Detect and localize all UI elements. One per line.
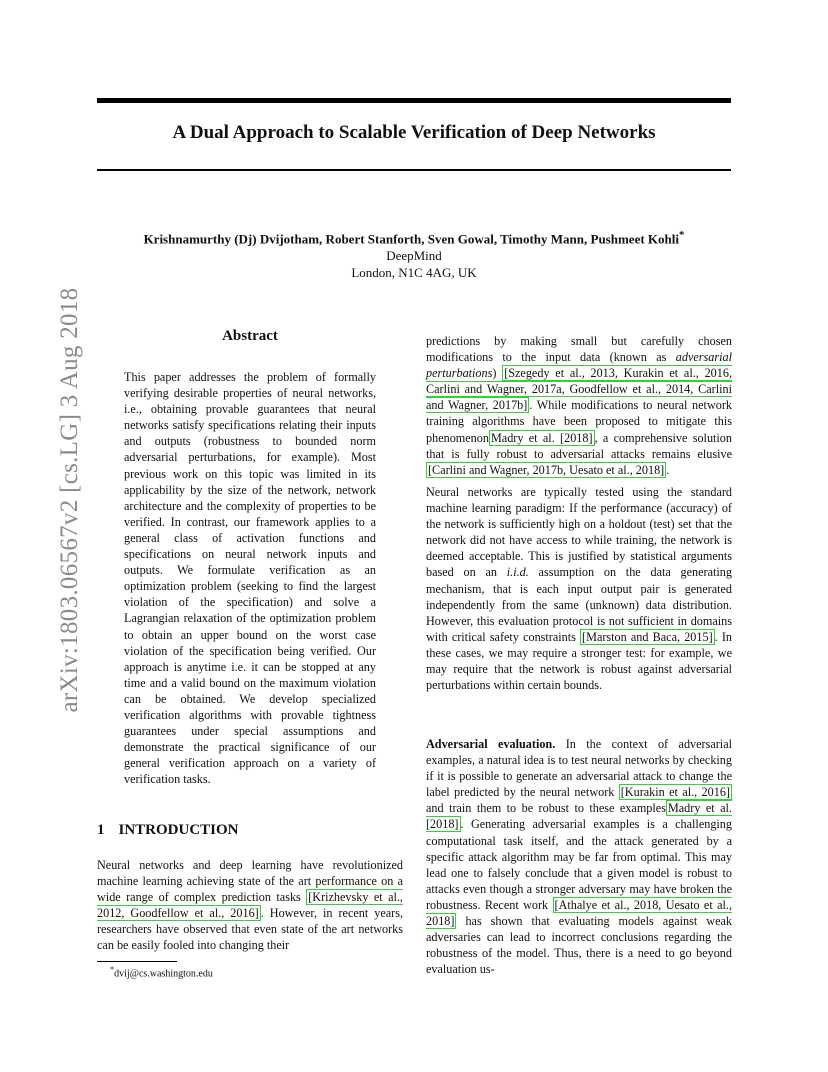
- affiliation: DeepMind: [386, 248, 442, 264]
- section-heading-introduction: [97, 822, 239, 839]
- citation-link[interactable]: Madry et al. [2018]: [426, 801, 732, 832]
- intro-paragraph: Neural networks and deep learning have revolutionized machine learning achieving state of the art performance on a wide range of complex prediction tasks [Krizhevsky et al., 2012, Goodfellow et al., 2016] . However, in recent years, researchers have observed that even state of the art networks can be easily fooled into changing their: [97, 858, 404, 953]
- title-rule-top: [97, 98, 731, 103]
- paragraph-heading: Adversarial evaluation.: [426, 737, 556, 751]
- author-names: Krishnamurthy (Dj) Dvijotham, Robert Stanforth, Sven Gowal, Timothy Mann, Pushmeet Kohli*: [143, 229, 685, 247]
- citation-link[interactable]: [Kurakin et al., 2016]: [620, 785, 730, 800]
- footnote-email: dvij@cs.washington.edu: [114, 968, 213, 980]
- col2-paragraph-3: Adversarial evaluation. In the context of adversarial examples, a natural idea is to test neural networks by checking if it is possible to generate an adversarial attack to change the label predicted by the neural network [Kurakin et al., 2016] and train them to be robust to these examples Madry et al. [2018] . Generating adversarial examples is a challenging computational task itself, and the attack generated by a specific attack algorithm may be far from optimal. This may lead one to falsely conclude that a given model is robust to attacks even though a stronger adversary may have broken the robustness. Recent work [Athalye et al., 2018, Uesato et al., 2018] has shown that evaluating models against weak adversaries can lead to incorrect conclusions regarding the robustness of the model. Thus, there is a need to go beyond evaluation us-: [426, 737, 732, 977]
- citation-link[interactable]: [Szegedy et al., 2013, Kurakin et al., 2016, Carlini and Wagner, 2017a, Goodfellow et al., 2014, Carlini and Wagner, 2017b]: [426, 366, 733, 413]
- citation-link[interactable]: Madry et al. [2018]: [490, 430, 593, 445]
- section-title: INTRODUCTION: [118, 822, 239, 838]
- author-block: [97, 227, 731, 281]
- paper-title: A Dual Approach to Scalable Verification of Deep Networks: [172, 122, 656, 143]
- footnote-rule: [97, 961, 177, 962]
- col2-paragraph-2: Neural networks are typically tested using the standard machine learning paradigm: If the performance (accuracy) of the network is sufficiently high on a holdout (test) set that the network did not have access to while training, the network is deemed acceptable. This is justified by statistical arguments based on an i.i.d. assumption on the data generating mechanism, that is each input output pair is generated independently from the same (unknown) data distribution. However, this evaluation protocol is not sufficient in domains with critical safety constraints [Marston and Baca, 2015] . In these cases, we may require a stronger test: for example, we may require that the network is robust against adversarial perturbations within certain bounds.: [426, 485, 732, 693]
- abstract-text: This paper addresses the problem of formally verifying desirable properties of neural networks, i.e., obtaining provable guarantees that neural networks satisfy specifications relating their inputs and outputs (robustness to bounded norm adversarial perturbations, for example). Most previous work on this topic was limited in its applicability by the size of the network, network architecture and the complexity of properties to be verified. In contrast, our framework applies to a general class of activation functions and specifications on neural network inputs and outputs. We formulate verification as an optimization problem (seeking to find the largest violation of the specification) and solve a Lagrangian relaxation of the optimization problem to obtain an upper bound on the worst case violation of the specification being verified. Our approach is anytime i.e. it can be stopped at any time and a valid bound on the maximum violation can be obtained. We develop specialized verification algorithms with provable tightness guarantees under special assumptions and demonstrate the practical significance of our general verification approach on a variety of verification tasks.: [124, 370, 376, 787]
- section-number: 1: [97, 822, 105, 838]
- footnote-mark: *: [110, 965, 115, 974]
- citation-link[interactable]: [Krizhevsky et al., 2012, Goodfellow et al., 2016]: [97, 890, 403, 921]
- location: London, N1C 4AG, UK: [351, 265, 477, 281]
- col2-paragraph-1: predictions by making small but carefully chosen modifications to the input data (known as adversarial perturbations) [Szegedy et al., 2013, Kurakin et al., 2016, Carlini and Wagner, 2017a, Goodfellow et al., 2014, Carlini and Wagner, 2017b] . While modifications to neural network training algorithms have been proposed to mitigate this phenomenon Madry et al. [2018] , a comprehensive solution that is fully robust to adversarial attacks remains elusive [Carlini and Wagner, 2017b, Uesato et al., 2018] .: [426, 334, 733, 477]
- citation-link[interactable]: [Athalye et al., 2018, Uesato et al., 2018]: [426, 897, 732, 929]
- citation-link[interactable]: [Marston and Baca, 2015]: [582, 629, 713, 644]
- arxiv-side-stamp: arXiv:1803.06567v2 [cs.LG] 3 Aug 2018: [56, 287, 83, 713]
- abstract-heading: Abstract: [222, 328, 278, 344]
- author-footnote-mark: *: [679, 229, 685, 241]
- footnote: [110, 965, 213, 979]
- citation-link[interactable]: [Carlini and Wagner, 2017b, Uesato et al., 2018]: [428, 462, 665, 477]
- title-rule-bottom: [97, 169, 731, 171]
